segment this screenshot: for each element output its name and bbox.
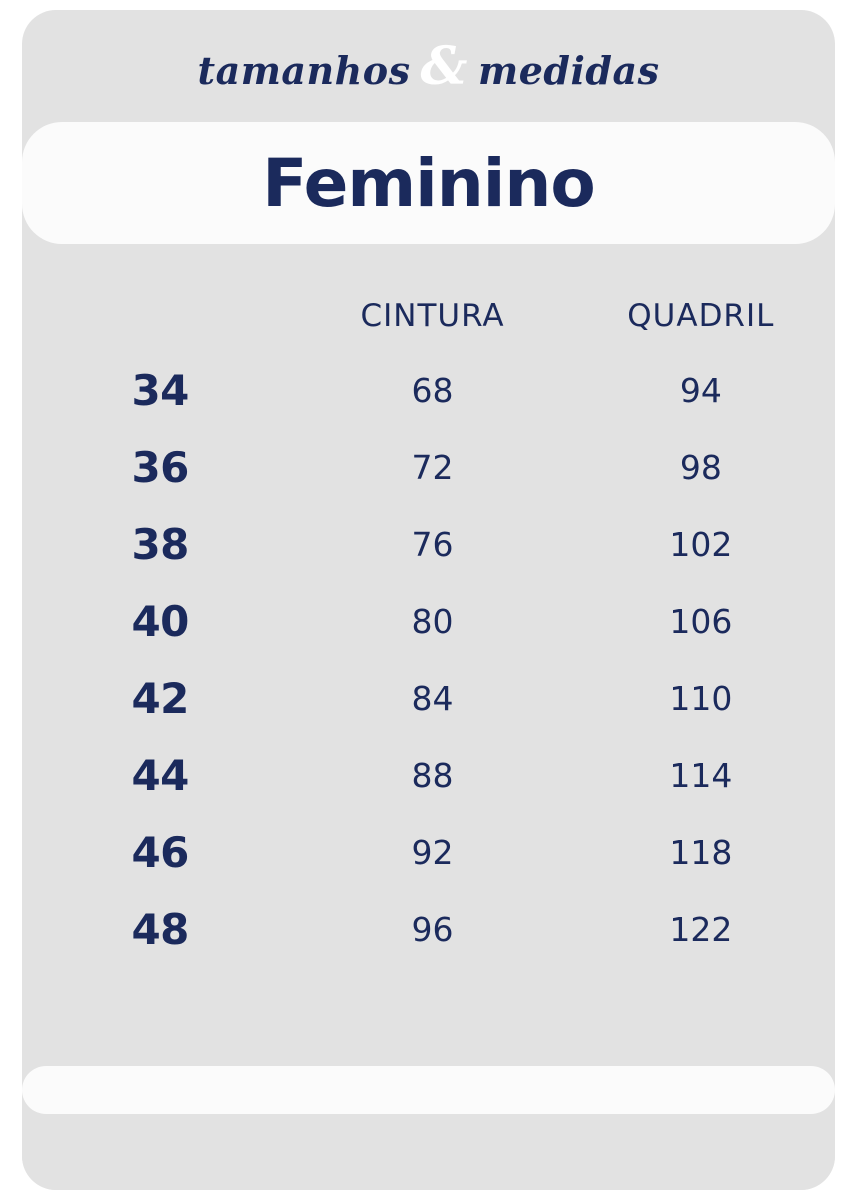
cell-cintura: 88 bbox=[411, 756, 454, 795]
cell-size: 46 bbox=[131, 828, 189, 877]
cell-size: 40 bbox=[131, 597, 189, 646]
bottom-white-strip bbox=[22, 1066, 835, 1114]
cell-cintura: 68 bbox=[411, 371, 454, 410]
cell-quadril: 114 bbox=[669, 756, 733, 795]
table-body bbox=[22, 352, 835, 968]
table-row bbox=[22, 506, 835, 583]
cell-quadril: 106 bbox=[669, 602, 733, 641]
cell-cintura: 84 bbox=[411, 679, 454, 718]
cell-size: 42 bbox=[131, 674, 189, 723]
cell-size: 36 bbox=[131, 443, 189, 492]
cell-size: 44 bbox=[131, 751, 189, 800]
cell-cintura: 76 bbox=[411, 525, 454, 564]
outer-panel bbox=[22, 10, 835, 1190]
cell-size: 38 bbox=[131, 520, 189, 569]
cell-quadril: 98 bbox=[679, 448, 722, 487]
table-row bbox=[22, 429, 835, 506]
table-header-row bbox=[22, 256, 835, 352]
column-header-size bbox=[22, 256, 298, 352]
table-row bbox=[22, 891, 835, 968]
kicker-title bbox=[198, 36, 660, 97]
table-row bbox=[22, 737, 835, 814]
kicker-word-1: tamanhos bbox=[197, 47, 411, 93]
cell-quadril: 94 bbox=[679, 371, 722, 410]
cell-size: 48 bbox=[131, 905, 189, 954]
measurements-table-region bbox=[22, 256, 835, 1056]
cell-quadril: 122 bbox=[669, 910, 733, 949]
cell-size: 34 bbox=[131, 366, 189, 415]
heading-band bbox=[22, 122, 835, 244]
cell-cintura: 96 bbox=[411, 910, 454, 949]
column-header-cintura: CINTURA bbox=[360, 298, 505, 334]
page-title: Feminino bbox=[262, 144, 595, 222]
table-head bbox=[22, 256, 835, 352]
table-row bbox=[22, 660, 835, 737]
table-row bbox=[22, 814, 835, 891]
measurements-table bbox=[22, 256, 835, 968]
cell-cintura: 80 bbox=[411, 602, 454, 641]
column-header-quadril: QUADRIL bbox=[627, 298, 775, 334]
cell-cintura: 92 bbox=[411, 833, 454, 872]
cell-quadril: 110 bbox=[669, 679, 733, 718]
kicker-word-2: medidas bbox=[477, 47, 660, 93]
cell-cintura: 72 bbox=[411, 448, 454, 487]
table-row bbox=[22, 583, 835, 660]
cell-quadril: 118 bbox=[669, 833, 733, 872]
table-row bbox=[22, 352, 835, 429]
title-bar bbox=[22, 10, 835, 122]
ampersand-glyph: & bbox=[420, 35, 468, 97]
bottom-grey-pad bbox=[22, 1114, 835, 1190]
cell-quadril: 102 bbox=[669, 525, 733, 564]
